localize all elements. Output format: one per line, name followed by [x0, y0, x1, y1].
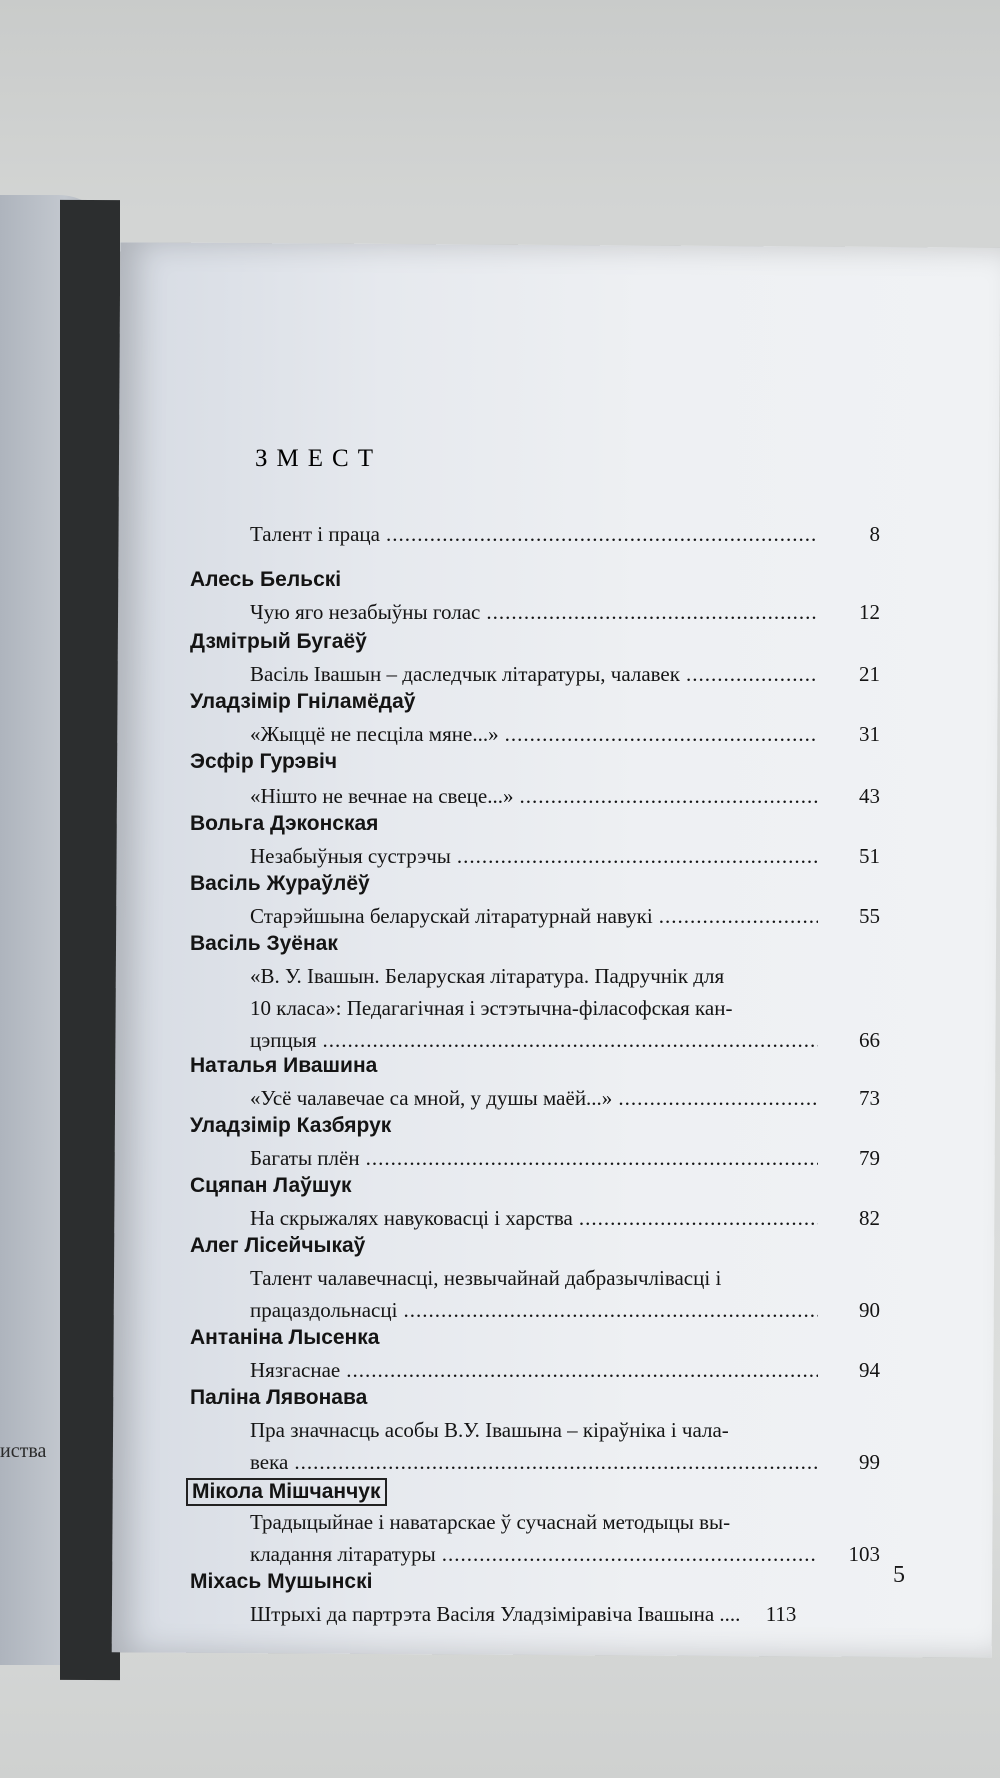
entry-page: 12 — [859, 600, 880, 624]
toc-entry — [250, 1082, 880, 1114]
leader-dots — [686, 658, 818, 690]
leader-dots — [346, 1354, 818, 1386]
toc-entry — [250, 1414, 880, 1478]
leader-dots — [457, 840, 818, 872]
entry-page: 99 — [859, 1450, 880, 1474]
entry-page: 103 — [848, 1542, 880, 1566]
entry-page: 73 — [859, 1086, 880, 1110]
entry-title: Традыцыйнае і наватарскае ў сучаснай методыцы вы- — [250, 1510, 731, 1534]
leader-dots — [386, 518, 818, 550]
leader-dots — [579, 1202, 818, 1234]
toc-entry — [250, 1354, 880, 1386]
toc-intro-title: Талент і праца — [250, 522, 380, 546]
leader-dots — [323, 1024, 819, 1056]
author: Міхась Мушынскі — [190, 1570, 373, 1593]
toc-entry — [250, 1202, 880, 1234]
leader-dots — [618, 1082, 818, 1114]
leader-dots — [442, 1538, 818, 1570]
author: Алесь Бельскі — [190, 568, 342, 591]
author: Эсфір Гурэвіч — [190, 750, 338, 773]
entry-title: кладання літаратуры — [250, 1542, 436, 1566]
leader-dots — [519, 780, 818, 812]
entry-title: Незабыўныя сустрэчы — [250, 844, 451, 868]
entry-title: Чую яго незабыўны голас — [250, 600, 481, 624]
toc-entry — [250, 1598, 880, 1630]
toc-heading: ЗМЕСТ — [255, 445, 382, 472]
toc-entry — [250, 780, 880, 812]
toc-entry — [250, 960, 880, 1056]
author: Дзмітрый Бугаёў — [190, 630, 367, 653]
entry-page: 21 — [859, 662, 880, 686]
entry-title: «Нішто не вечнае на свеце...» — [250, 784, 514, 808]
entry-title: На скрыжалях навуковасці і харства — [250, 1206, 573, 1230]
leader-dots — [486, 596, 818, 628]
entry-title: цэпцыя — [250, 1028, 317, 1052]
page-number: 5 — [893, 1562, 905, 1588]
entry-title: «Жыццё не песціла мяне...» — [250, 722, 499, 746]
entry-title: века — [250, 1450, 289, 1474]
entry-title: Васіль Івашын – даследчык літаратуры, чалавек — [250, 662, 680, 686]
entry-page: 55 — [859, 904, 880, 928]
entry-title: Нязгаснае — [250, 1358, 341, 1382]
entry-title: Багаты плён — [250, 1146, 360, 1170]
leader-dots — [366, 1142, 818, 1174]
author: Васіль Жураўлёў — [190, 872, 370, 895]
toc-entry — [250, 596, 880, 628]
author: Алег Лісейчыкаў — [190, 1234, 366, 1257]
entry-page: 43 — [859, 784, 880, 808]
entry-title: «Усё чалавечае са мной, у душы маёй...» — [250, 1086, 613, 1110]
toc-entry — [250, 840, 880, 872]
entry-page: 79 — [859, 1146, 880, 1170]
entry-title: Талент чалавечнасці, незвычайнай дабразычлівасці і — [250, 1266, 722, 1290]
toc-intro — [250, 518, 880, 550]
entry-title: 10 класа»: Педагагічная і эстэтычна-філасофская кан- — [250, 996, 733, 1020]
entry-page: 90 — [859, 1298, 880, 1322]
book-edge — [60, 200, 120, 1680]
entry-page: 66 — [859, 1028, 880, 1052]
author: Уладзімір Казбярук — [190, 1114, 392, 1137]
entry-title: Пра значнасць асобы В.У. Івашына – кіраўніка і чала- — [250, 1418, 729, 1442]
toc-entry — [250, 1262, 880, 1326]
leader-dots — [505, 718, 818, 750]
toc-entry — [250, 1506, 880, 1570]
author: Вольга Дэконская — [190, 812, 379, 835]
entry-title: «В. У. Івашын. Беларуская літаратура. Падручнік для — [250, 964, 725, 988]
leader-dots — [294, 1446, 818, 1478]
entry-title: працаздольнасці — [250, 1298, 398, 1322]
entry-title: Старэйшына беларускай літаратурнай навукі — [250, 904, 653, 928]
entry-page: 82 — [859, 1206, 880, 1230]
author: Антаніна Лысенка — [190, 1326, 380, 1349]
left-page-fragment: иства — [0, 1440, 47, 1462]
toc-entry — [250, 718, 880, 750]
entry-page: 94 — [859, 1358, 880, 1382]
leader-dots — [659, 900, 818, 932]
entry-page: 31 — [859, 722, 880, 746]
author: Паліна Лявонава — [190, 1386, 368, 1409]
toc-entry — [250, 1142, 880, 1174]
entry-page: 51 — [859, 844, 880, 868]
author: Наталья Ивашина — [190, 1054, 378, 1077]
author: Сцяпан Лаўшук — [190, 1174, 352, 1197]
toc-entry — [250, 900, 880, 932]
author: Уладзімір Гніламёдаў — [190, 690, 416, 713]
leader-dots — [403, 1294, 818, 1326]
author: Васіль Зуёнак — [190, 932, 338, 955]
toc-entry — [250, 658, 880, 690]
toc-intro-page: 8 — [869, 522, 880, 546]
author-highlighted: Мікола Мішчанчук — [186, 1478, 387, 1506]
entry-page: 113 — [765, 1602, 797, 1626]
entry-title: Штрыхі да партрэта Васіля Уладзіміравіча Івашына .... — [250, 1602, 741, 1626]
